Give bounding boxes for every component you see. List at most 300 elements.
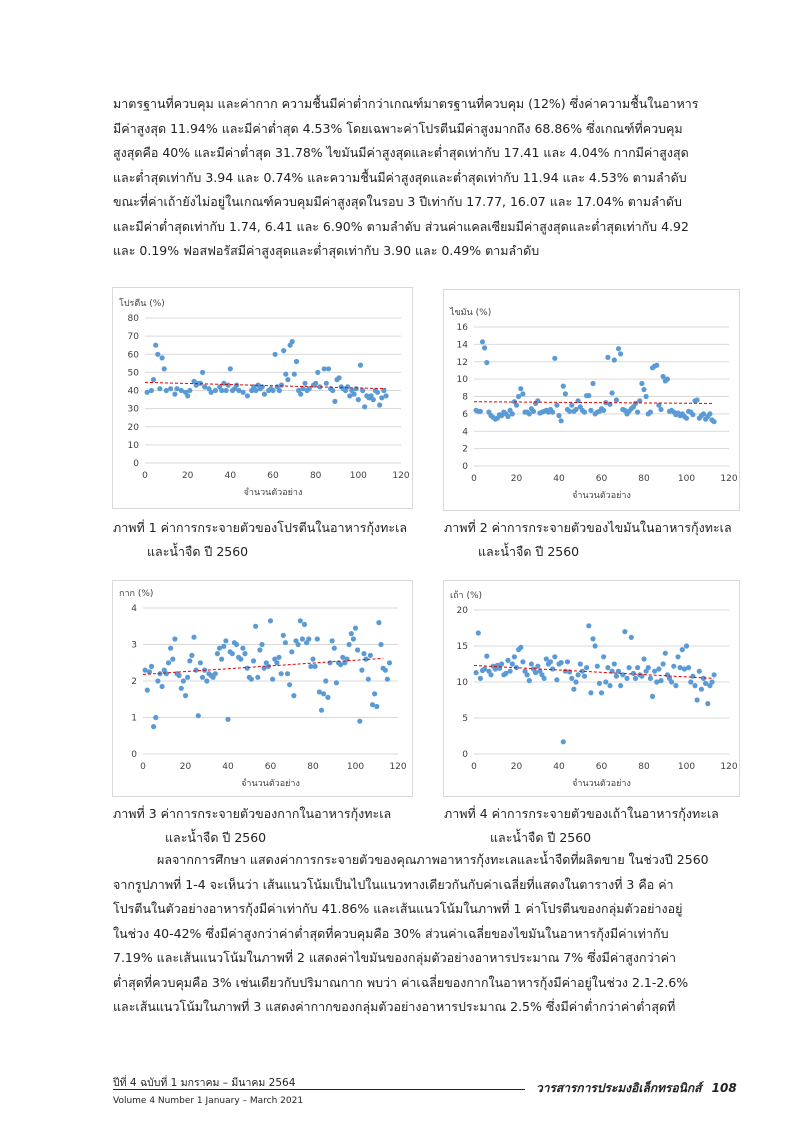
data-point	[378, 642, 383, 647]
data-point	[561, 384, 566, 389]
data-point	[198, 381, 203, 386]
data-point	[360, 388, 365, 393]
data-point	[366, 677, 371, 682]
data-point	[300, 636, 305, 641]
y-tick-label: 50	[127, 368, 139, 379]
data-point	[347, 642, 352, 647]
data-point	[588, 690, 593, 695]
data-point	[285, 671, 290, 676]
data-point	[680, 647, 685, 652]
data-point	[200, 675, 205, 680]
data-point	[648, 676, 653, 681]
data-point	[274, 660, 279, 665]
footer-journal-name: วารสารการประมงอิเล็กทรอนิกส์	[536, 1081, 702, 1095]
data-point	[648, 410, 653, 415]
data-point	[603, 679, 608, 684]
chart-fat-svg	[444, 290, 739, 510]
data-point	[618, 683, 623, 688]
data-point	[673, 683, 678, 688]
data-point	[510, 411, 515, 416]
intro-line: และ 0.19% ฟอสฟอรัสมีค่าสูงสุดและต่ำสุดเท่ากับ 3.90 และ 0.49% ตามลำดับ	[113, 243, 540, 258]
intro-line: และต่ำสุดเท่ากับ 3.94 และ 0.74% และความชื้นมีค่าสูงสุดและต่ำสุดเท่ากับ 11.94 และ 4.53% ตามลำดับ	[113, 169, 687, 185]
x-tick-label: 100	[677, 762, 696, 772]
y-axis-title: โปรตีน (%)	[119, 299, 165, 309]
data-point	[313, 381, 318, 386]
x-tick-label: 60	[595, 762, 608, 772]
y-tick-label: 5	[462, 714, 468, 724]
data-point	[552, 356, 557, 361]
data-point	[166, 660, 171, 665]
caption-line: และน้ำจืด ปี 2560	[165, 830, 267, 845]
data-point	[699, 687, 704, 692]
data-point	[164, 671, 169, 676]
y-tick-label: 10	[456, 678, 468, 688]
data-point	[383, 668, 388, 673]
x-tick-label: 60	[595, 474, 608, 484]
x-tick-label: 120	[720, 762, 738, 772]
data-point	[527, 678, 532, 683]
data-point	[255, 675, 260, 680]
caption-figure-2	[444, 516, 732, 564]
data-point	[324, 381, 329, 386]
data-point	[665, 377, 670, 382]
data-point	[377, 402, 382, 407]
data-point	[298, 618, 303, 623]
data-point	[571, 687, 576, 692]
footer-issue-en: Volume 4 Number 1 January – March 2021	[113, 1096, 304, 1106]
y-tick-label: 2	[131, 677, 137, 687]
data-point	[354, 386, 359, 391]
data-point	[168, 646, 173, 651]
data-point	[582, 410, 587, 415]
data-point	[542, 676, 547, 681]
data-point	[273, 352, 278, 357]
x-tick-label: 40	[553, 474, 565, 484]
data-point	[514, 403, 519, 408]
data-point	[565, 659, 570, 664]
x-tick-label: 80	[309, 471, 322, 481]
data-point	[510, 661, 515, 666]
data-point	[705, 701, 710, 706]
x-tick-label: 120	[389, 762, 407, 772]
data-point	[686, 665, 691, 670]
data-point	[325, 695, 330, 700]
data-point	[633, 676, 638, 681]
data-point	[610, 390, 615, 395]
data-point	[279, 671, 284, 676]
data-point	[241, 390, 246, 395]
data-point	[185, 393, 190, 398]
y-axis-title: กาก (%)	[119, 589, 154, 599]
y-tick-label: 16	[456, 323, 468, 333]
x-tick-label: 0	[142, 471, 148, 481]
data-point	[505, 658, 510, 663]
y-tick-label: 60	[127, 350, 139, 361]
data-point	[567, 669, 572, 674]
data-point	[296, 642, 301, 647]
x-tick-label: 20	[510, 762, 523, 772]
data-point	[257, 647, 262, 652]
data-point	[518, 645, 523, 650]
data-point	[622, 629, 627, 634]
data-point	[352, 392, 357, 397]
data-point	[224, 388, 229, 393]
data-point	[315, 636, 320, 641]
x-tick-label: 40	[553, 762, 565, 772]
data-point	[550, 410, 555, 415]
data-point	[599, 690, 604, 695]
data-point	[474, 670, 479, 675]
data-point	[584, 665, 589, 670]
x-tick-label: 0	[471, 474, 477, 484]
data-point	[149, 388, 154, 393]
x-tick-label: 40	[224, 471, 237, 481]
y-tick-label: 4	[131, 604, 137, 614]
data-point	[362, 404, 367, 409]
data-point	[371, 397, 376, 402]
y-axis-title: ไขมัน (%)	[450, 308, 492, 318]
data-point	[172, 636, 177, 641]
trendline	[474, 402, 714, 404]
body-line: จากรูปภาพที่ 1-4 จะเห็นว่า เส้นแนวโน้มเป็นไปในแนวทางเดียวกันกับค่าเฉลี่ยที่แสดงในตารางที่ 3 คือ ค่า	[113, 876, 674, 892]
data-point	[291, 693, 296, 698]
data-point	[385, 677, 390, 682]
data-point	[242, 651, 247, 656]
data-point	[170, 657, 175, 662]
data-point	[684, 416, 689, 421]
data-point	[688, 679, 693, 684]
y-tick-label: 4	[462, 427, 468, 438]
x-tick-label: 120	[392, 471, 410, 481]
data-point	[238, 657, 243, 662]
data-point	[712, 419, 717, 424]
data-point	[559, 418, 564, 423]
data-point	[351, 636, 356, 641]
caption-line: ภาพที่ 2 ค่าการกระจายตัวของไขมันในอาหารกุ้งทะเล	[444, 520, 732, 535]
x-axis-title: จำนวนตัวอย่าง	[243, 488, 303, 498]
data-point	[612, 357, 617, 362]
caption-figure-3	[113, 802, 391, 850]
data-point	[358, 363, 363, 368]
body-line: 7.19% และเส้นแนวโน้มในภาพที่ 2 แสดงค่าไขมันของกลุ่มตัวอย่างอาหารประมาณ 7% ซึ่งมีค่าสูงกว่าค่า	[113, 950, 677, 965]
chart-fat	[443, 289, 740, 511]
data-point	[160, 355, 165, 360]
y-tick-label: 3	[131, 640, 137, 651]
data-point	[177, 673, 182, 678]
body-line: ต่ำสุดที่ควบคุมคือ 3% เช่นเดียวกับปริมาณกาก พบว่า ค่าเฉลี่ยของกากในอาหารกุ้งมีค่าอยู่ในช่วง 2.1-2.6%	[113, 974, 689, 990]
data-point	[330, 638, 335, 643]
data-point	[556, 413, 561, 418]
data-point	[245, 393, 250, 398]
y-tick-label: 80	[127, 314, 139, 324]
data-point	[488, 672, 493, 677]
data-point	[189, 653, 194, 658]
data-point	[155, 678, 160, 683]
data-point	[650, 694, 655, 699]
data-point	[614, 674, 619, 679]
data-point	[361, 651, 366, 656]
data-point	[221, 644, 226, 649]
intro-line: สูงสุดคือ 40% และมีค่าต่ำสุด 31.78% ไขมันมีค่าสูงสุดและต่ำสุดเท่ากับ 17.41 และ 4.04% กากมีค่าสูงสุด	[113, 145, 689, 160]
data-point	[310, 657, 315, 662]
data-point	[302, 381, 307, 386]
data-point	[601, 654, 606, 659]
data-point	[374, 704, 379, 709]
intro-line: และมีค่าต่ำสุดเท่ากับ 1.74, 6.41 และ 6.90% ตามลำดับ ส่วนค่าแคลเซียมมีค่าสูงสุดและต่ำสุดเท่ากับ 4.92	[113, 218, 689, 234]
data-point	[508, 669, 513, 674]
data-point	[149, 664, 154, 669]
data-point	[631, 671, 636, 676]
data-point	[151, 377, 156, 382]
x-axis-title: จำนวนตัวอย่าง	[572, 779, 631, 789]
data-point	[353, 626, 358, 631]
data-point	[292, 372, 297, 377]
data-point	[191, 635, 196, 640]
data-point	[499, 661, 504, 666]
data-point	[712, 672, 717, 677]
data-point	[582, 674, 587, 679]
body-line: ในช่วง 40-42% ซึ่งมีค่าสูงกว่าค่าต่ำสุดที่ควบคุมคือ 30% ส่วนค่าเฉลี่ยของไขมันในอาหารกุ้งมีค่าเท่ากับ	[113, 925, 669, 941]
y-tick-label: 70	[127, 332, 139, 343]
y-tick-label: 10	[127, 440, 139, 451]
data-point	[569, 676, 574, 681]
data-point	[168, 386, 173, 391]
data-point	[332, 399, 337, 404]
data-point	[618, 351, 623, 356]
x-axis-title: จำนวนตัวอย่าง	[572, 491, 631, 501]
footer-journal	[536, 1079, 737, 1098]
data-point	[357, 719, 362, 724]
data-point	[290, 339, 295, 344]
data-point	[614, 397, 619, 402]
data-point	[349, 631, 354, 636]
data-point	[641, 387, 646, 392]
data-point	[183, 693, 188, 698]
data-point	[520, 659, 525, 664]
data-point	[223, 638, 228, 643]
data-point	[661, 661, 666, 666]
data-point	[644, 394, 649, 399]
data-point	[145, 688, 150, 693]
data-point	[334, 680, 339, 685]
data-point	[586, 623, 591, 628]
intro-paragraph	[113, 92, 735, 264]
data-point	[162, 366, 167, 371]
data-point	[215, 651, 220, 656]
caption-line: ภาพที่ 4 ค่าการกระจายตัวของเถ้าในอาหารกุ้งทะเล	[444, 806, 719, 821]
data-point	[624, 676, 629, 681]
y-tick-label: 0	[462, 750, 468, 760]
data-point	[196, 713, 201, 718]
data-point	[639, 381, 644, 386]
data-point	[213, 388, 218, 393]
data-point	[323, 678, 328, 683]
data-point	[294, 359, 299, 364]
data-point	[270, 677, 275, 682]
data-point	[245, 666, 250, 671]
data-point	[172, 392, 177, 397]
data-point	[185, 675, 190, 680]
data-point	[663, 651, 668, 656]
data-point	[337, 375, 342, 380]
footer-issue	[113, 1076, 303, 1108]
x-tick-label: 100	[677, 474, 696, 484]
data-point	[563, 391, 568, 396]
x-tick-label: 20	[181, 471, 194, 481]
data-point	[669, 679, 674, 684]
data-point	[695, 697, 700, 702]
y-tick-label: 8	[462, 392, 468, 403]
chart-ash	[443, 580, 740, 797]
data-point	[375, 390, 380, 395]
data-point	[554, 403, 559, 408]
data-point	[605, 355, 610, 360]
caption-line: และน้ำจืด ปี 2560	[478, 544, 580, 559]
data-point	[204, 678, 209, 683]
data-point	[187, 388, 192, 393]
data-point	[153, 343, 158, 348]
y-tick-label: 10	[456, 375, 468, 386]
data-point	[285, 377, 290, 382]
data-point	[153, 715, 158, 720]
x-tick-label: 60	[267, 471, 279, 481]
y-tick-label: 0	[133, 459, 139, 469]
y-tick-label: 2	[462, 444, 468, 455]
data-point	[707, 411, 712, 416]
data-point	[179, 686, 184, 691]
data-point	[690, 412, 695, 417]
x-tick-label: 60	[264, 762, 277, 772]
data-point	[198, 660, 203, 665]
data-point	[482, 345, 487, 350]
data-point	[480, 339, 485, 344]
data-point	[654, 363, 659, 368]
data-point	[287, 682, 292, 687]
data-point	[359, 668, 364, 673]
x-tick-label: 20	[510, 474, 523, 484]
data-point	[512, 654, 517, 659]
intro-line: มาตรฐานที่ควบคุม และค่ากาก ความชื้นมีค่าต่ำกว่าเกณฑ์มาตรฐานที่ควบคุม (12%) ซึ่งค่าความชื้นในอาหาร	[113, 96, 699, 111]
data-point	[319, 708, 324, 713]
body-paragraph	[113, 848, 735, 1020]
y-tick-label: 14	[456, 340, 468, 351]
data-point	[605, 665, 610, 670]
data-point	[279, 383, 284, 388]
y-tick-label: 20	[456, 606, 468, 616]
data-point	[155, 352, 160, 357]
data-point	[684, 643, 689, 648]
data-point	[283, 640, 288, 645]
data-point	[259, 642, 264, 647]
body-line: และเส้นแนวโน้มในภาพที่ 3 แสดงค่ากากของกลุ่มตัวอย่างอาหารประมาณ 2.5% ซึ่งมีค่าต่ำกว่าค่าต่ำสุดที่	[113, 999, 676, 1014]
data-point	[234, 642, 239, 647]
data-point	[372, 691, 377, 696]
x-tick-label: 0	[140, 762, 146, 772]
data-point	[277, 388, 282, 393]
y-tick-label: 1	[131, 713, 137, 724]
data-point	[332, 646, 337, 651]
data-point	[518, 386, 523, 391]
x-tick-label: 100	[346, 762, 365, 772]
data-point	[276, 655, 281, 660]
data-point	[281, 633, 286, 638]
data-point	[281, 348, 286, 353]
data-point	[656, 666, 661, 671]
caption-line: ภาพที่ 3 ค่าการกระจายตัวของกากในอาหารกุ้งทะเล	[113, 806, 392, 821]
data-point	[597, 681, 602, 686]
data-point	[590, 381, 595, 386]
y-tick-label: 20	[127, 422, 139, 433]
data-point	[607, 683, 612, 688]
data-point	[230, 651, 235, 656]
chart-fiber	[112, 580, 413, 797]
chart-ash-svg	[444, 581, 739, 796]
data-point	[356, 397, 361, 402]
data-point	[695, 397, 700, 402]
y-tick-label: 15	[456, 642, 468, 652]
data-point	[576, 672, 581, 677]
chart-fiber-svg	[113, 581, 412, 796]
data-point	[330, 388, 335, 393]
data-point	[289, 649, 294, 654]
data-point	[535, 664, 540, 669]
data-point	[321, 691, 326, 696]
data-point	[368, 653, 373, 658]
data-point	[627, 665, 632, 670]
data-point	[658, 407, 663, 412]
y-axis-title: เถ้า (%)	[450, 591, 483, 601]
data-point	[387, 660, 392, 665]
x-tick-label: 80	[638, 762, 650, 772]
caption-figure-1	[113, 516, 407, 564]
data-point	[590, 636, 595, 641]
data-point	[253, 624, 258, 629]
data-point	[548, 659, 553, 664]
x-tick-label: 80	[307, 762, 319, 772]
data-point	[484, 360, 489, 365]
data-point	[559, 660, 564, 665]
data-point	[478, 676, 483, 681]
y-tick-label: 0	[131, 750, 137, 760]
x-tick-label: 120	[720, 474, 738, 484]
data-point	[219, 657, 224, 662]
data-point	[554, 677, 559, 682]
data-point	[675, 654, 680, 659]
data-point	[194, 668, 199, 673]
data-point	[384, 393, 389, 398]
data-point	[588, 408, 593, 413]
data-point	[298, 392, 303, 397]
data-point	[315, 370, 320, 375]
data-point	[552, 654, 557, 659]
caption-line: และน้ำจืด ปี 2560	[490, 830, 592, 845]
data-point	[355, 647, 360, 652]
y-tick-label: 12	[456, 357, 468, 368]
y-tick-label: 0	[462, 462, 468, 472]
data-point	[476, 630, 481, 635]
data-point	[213, 671, 218, 676]
x-tick-label: 20	[179, 762, 192, 772]
data-point	[313, 664, 318, 669]
data-point	[160, 684, 165, 689]
data-point	[228, 366, 233, 371]
caption-figure-4	[444, 802, 719, 850]
footer-page-number: 108	[711, 1081, 737, 1095]
x-tick-label: 100	[349, 471, 367, 481]
footer-divider	[113, 1089, 525, 1090]
data-point	[525, 672, 530, 677]
data-point	[658, 678, 663, 683]
